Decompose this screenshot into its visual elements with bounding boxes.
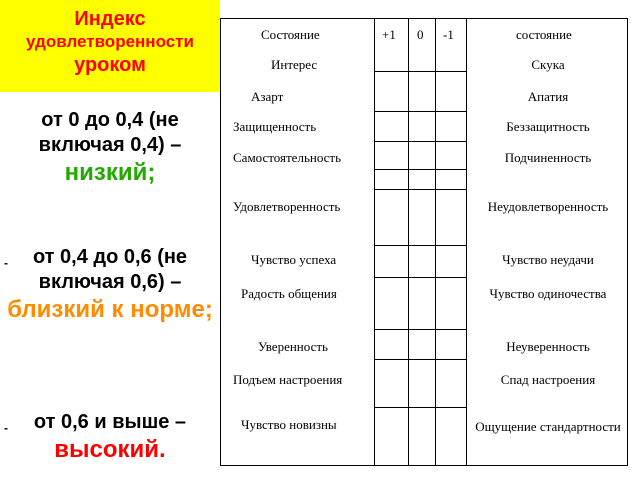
negative-state-cell: Апатия <box>527 89 569 104</box>
negative-state-cell: Спад настроения <box>500 372 596 387</box>
row-divider <box>374 329 466 330</box>
positive-state-cell: Удовлетворенность <box>233 199 341 214</box>
header-negative-state: состояние <box>516 27 572 42</box>
criterion-low-text: от 0 до 0,4 (не включая 0,4) – <box>38 109 182 156</box>
positive-state-cell: Чувство успеха <box>251 252 337 267</box>
positive-state-cell: Интерес <box>271 57 318 72</box>
positive-state-cell: Самостоятельность <box>233 150 342 165</box>
satisfaction-table <box>220 18 628 466</box>
header-plus-one: +1 <box>382 27 396 42</box>
title-banner <box>0 0 220 92</box>
positive-state-cell: Подъем настроения <box>233 372 343 387</box>
negative-state-cell: Чувство одиночества <box>489 286 607 301</box>
row-divider <box>374 407 466 408</box>
negative-state-cell: Ощущение стандартности <box>475 419 621 434</box>
positive-state-cell: Радость общения <box>241 286 337 301</box>
row-divider <box>374 359 466 360</box>
header-positive-state: Состояние <box>261 27 320 42</box>
header-minus-one: -1 <box>443 27 454 42</box>
negative-state-cell: Подчиненность <box>504 150 592 165</box>
row-divider <box>374 277 466 278</box>
column-divider <box>374 19 375 465</box>
criterion-mid-text: от 0,4 до 0,6 (не включая 0,6) – <box>32 246 188 293</box>
positive-state-cell: Азарт <box>251 89 284 104</box>
row-divider <box>374 141 466 142</box>
row-divider <box>374 71 466 72</box>
criterion-low-level: низкий; <box>64 159 156 186</box>
bullet-high: - <box>4 421 8 435</box>
row-divider <box>374 245 466 246</box>
title-line-3: уроком <box>74 54 146 76</box>
negative-state-cell: Неуверенность <box>506 339 590 354</box>
title-line-2: удовлетворенности <box>26 32 194 51</box>
criterion-high-text: от 0,6 и выше – <box>33 411 187 433</box>
criterion-mid-level: близкий к норме; <box>7 296 213 323</box>
title-line-1: Индекс <box>74 8 146 30</box>
negative-state-cell: Беззащитность <box>506 119 590 134</box>
column-divider <box>435 19 436 465</box>
negative-state-cell: Неудовлетворенность <box>487 199 609 214</box>
bullet-mid: - <box>4 256 8 270</box>
positive-state-cell: Защищенность <box>233 119 317 134</box>
negative-state-cell: Скука <box>531 57 565 72</box>
row-divider <box>374 169 466 170</box>
criterion-low <box>4 108 216 188</box>
row-divider <box>374 111 466 112</box>
negative-state-cell: Чувство неудачи <box>502 252 594 267</box>
positive-state-cell: Уверенность <box>258 339 328 354</box>
criterion-high-level: высокий. <box>54 436 166 463</box>
row-divider <box>374 189 466 190</box>
header-zero: 0 <box>417 27 424 42</box>
criterion-mid <box>4 245 216 325</box>
column-divider <box>466 19 467 465</box>
criterion-high <box>4 410 216 465</box>
positive-state-cell: Чувство новизны <box>241 417 337 432</box>
column-divider <box>408 19 409 465</box>
